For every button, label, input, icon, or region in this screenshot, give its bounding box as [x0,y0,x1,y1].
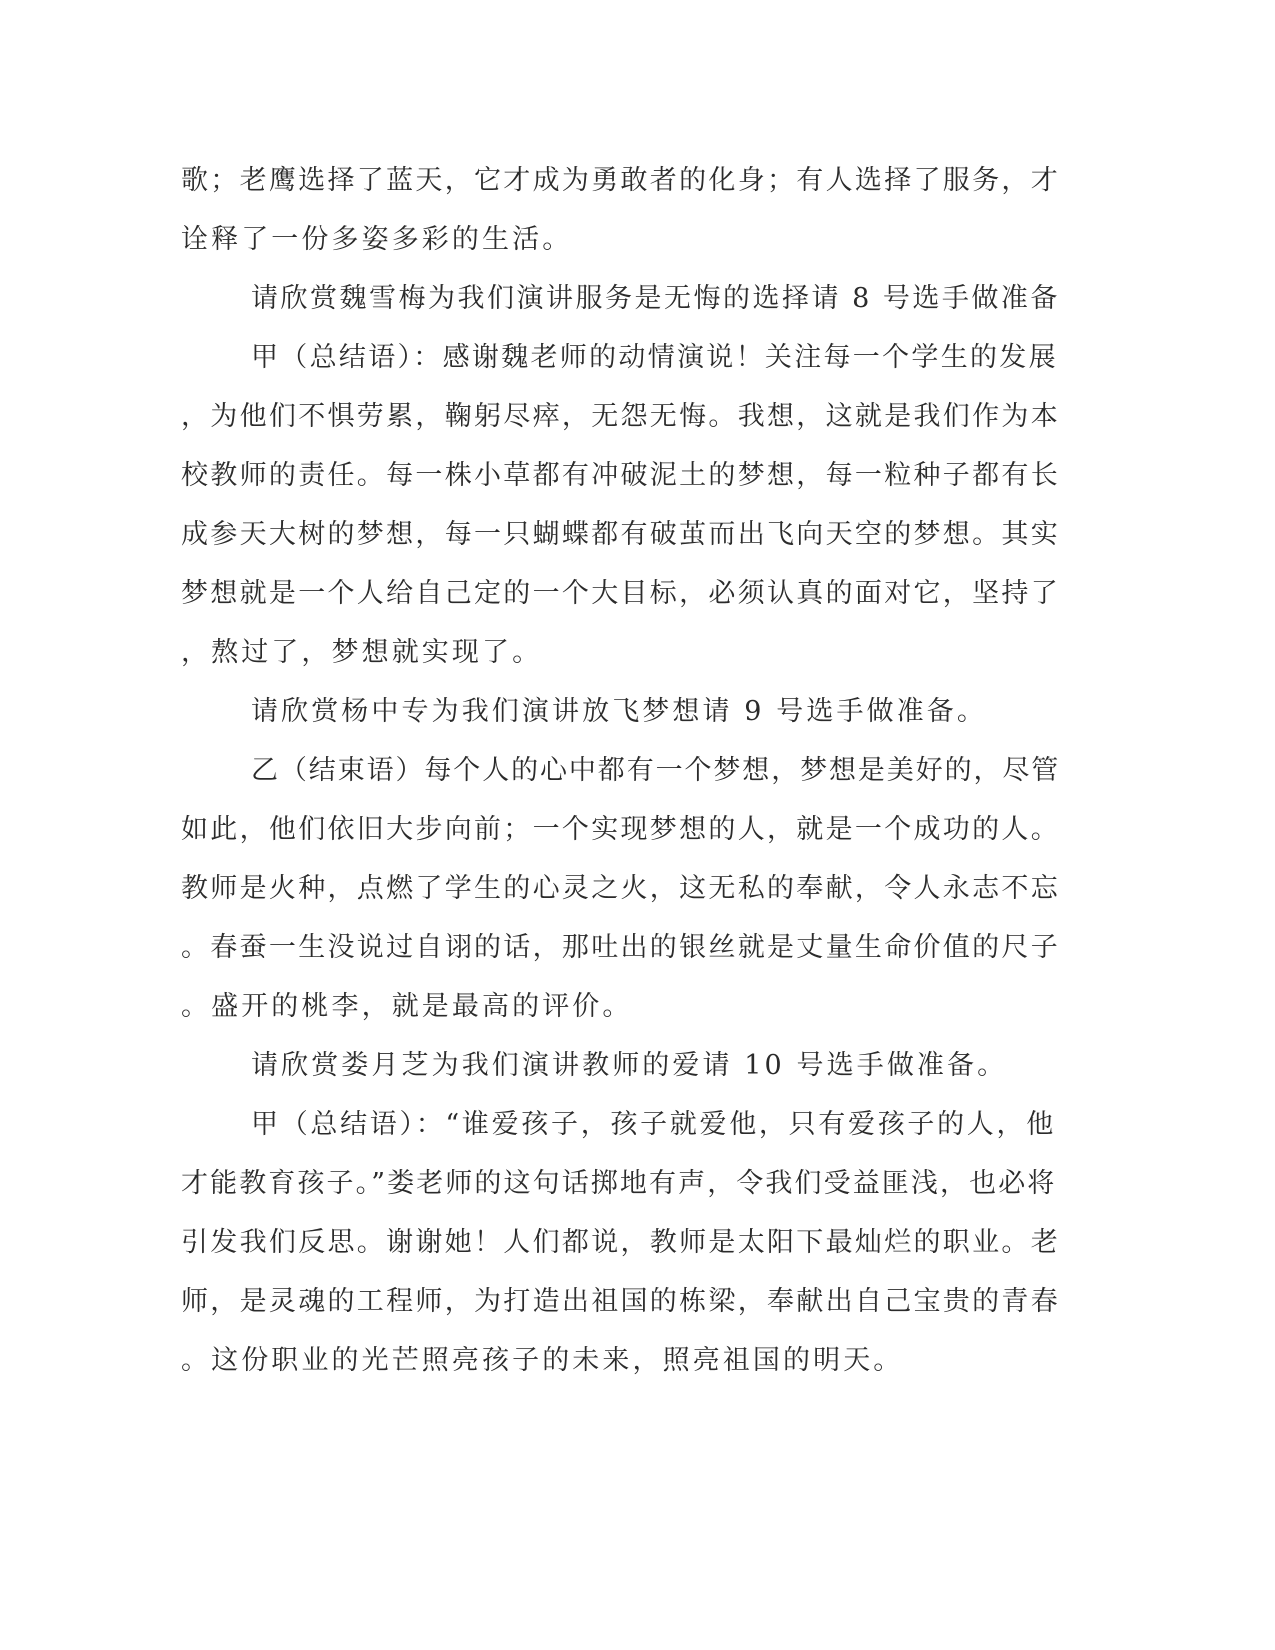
text-line-2: 诠释了一份多姿多彩的生活。 [181,224,573,255]
paragraph-line-16: 请欣赏娄月芝为我们演讲教师的爱请 10 号选手做准备。 [251,1050,1008,1081]
paragraph-line-10: 请欣赏杨中专为我们演讲放飞梦想请 9 号选手做准备。 [251,696,987,727]
paragraph-line-17: 甲（总结语）：“谁爱孩子，孩子就爱他，只有爱孩子的人，他 [251,1109,1056,1140]
text-line-6: 校教师的责任。每一株小草都有冲破泥土的梦想，每一粒种子都有长 [181,460,1060,491]
text-line-5: ，为他们不惧劳累，鞠躬尽瘁，无怨无悔。我想，这就是我们作为本 [181,401,1060,432]
text-line-9: ，熬过了，梦想就实现了。 [181,637,543,668]
paragraph-line-3: 请欣赏魏雪梅为我们演讲服务是无悔的选择请 8 号选手做准备 [251,283,1060,314]
text-line-1: 歌；老鹰选择了蓝天，它才成为勇敢者的化身；有人选择了服务，才 [181,165,1060,196]
paragraph-line-4: 甲（总结语）：感谢魏老师的动情演说！关注每一个学生的发展 [251,342,1058,373]
text-line-14: 。春蚕一生没说过自诩的话，那吐出的银丝就是丈量生命价值的尺子 [181,932,1060,963]
text-line-19: 引发我们反思。谢谢她！人们都说，教师是太阳下最灿烂的职业。老 [181,1227,1060,1258]
paragraph-line-11: 乙（结束语）每个人的心中都有一个梦想，梦想是美好的，尽管 [251,755,1061,786]
text-line-12: 如此，他们依旧大步向前；一个实现梦想的人，就是一个成功的人。 [181,814,1060,845]
text-line-13: 教师是火种，点燃了学生的心灵之火，这无私的奉献，令人永志不忘 [181,873,1060,904]
text-line-7: 成参天大树的梦想，每一只蝴蝶都有破茧而出飞向天空的梦想。其实 [181,519,1060,550]
text-line-20: 师，是灵魂的工程师，为打造出祖国的栋梁，奉献出自己宝贵的青春 [181,1286,1060,1317]
text-line-18: 才能教育孩子。”娄老师的这句话掷地有声，令我们受益匪浅，也必将 [181,1168,1057,1199]
text-line-15: 。盛开的桃李，就是最高的评价。 [181,991,633,1022]
text-line-8: 梦想就是一个人给自己定的一个大目标，必须认真的面对它，坚持了 [181,578,1060,609]
text-line-21: 。这份职业的光芒照亮孩子的未来，照亮祖国的明天。 [181,1345,904,1376]
